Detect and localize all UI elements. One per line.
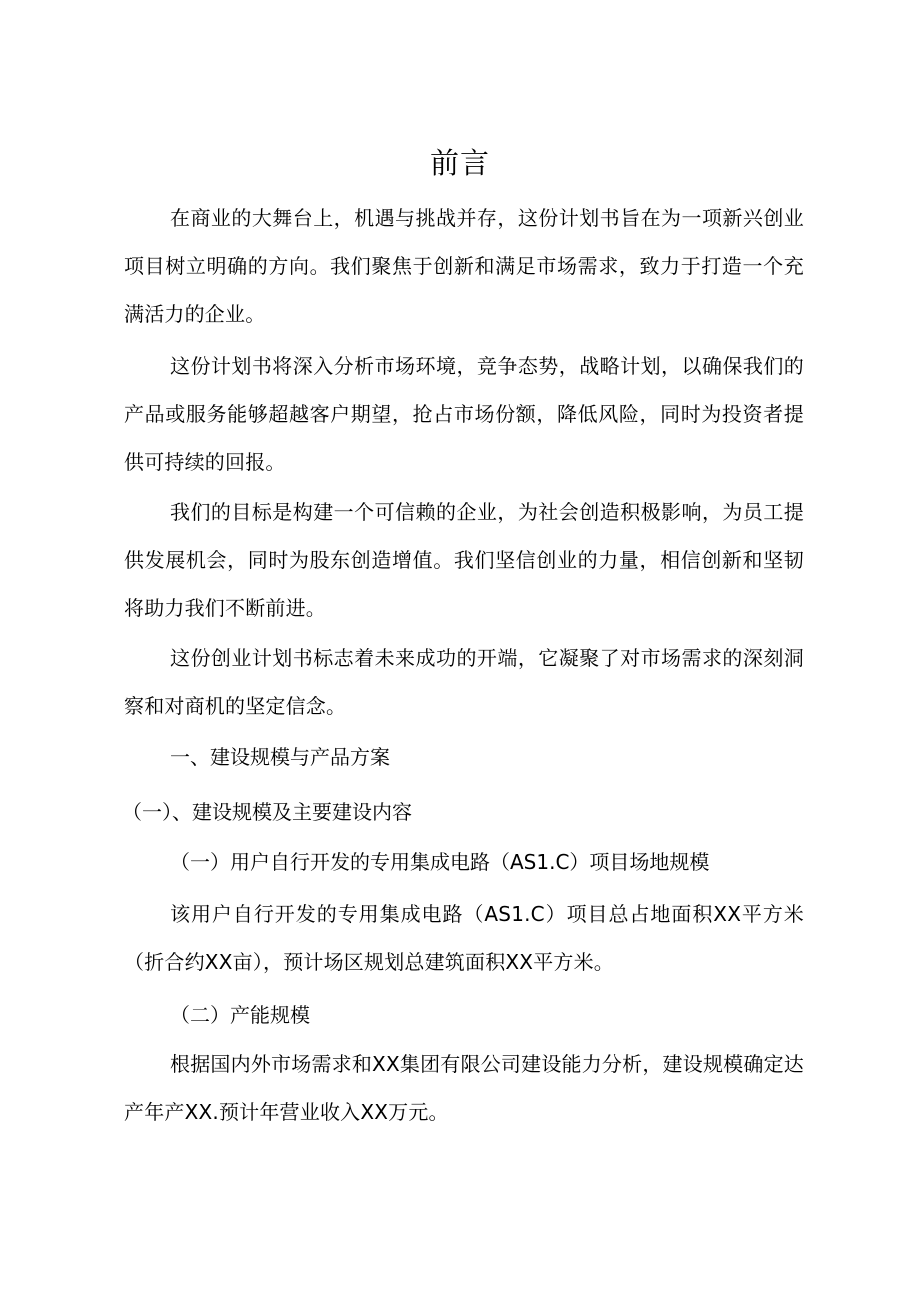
capacity-paragraph: 根据国内外市场需求和XX集团有限公司建设能力分析，建设规模确定达产年产XX.预计年营业收入XX万元。 (124, 1052, 804, 1124)
item-heading-capacity: （二）产能规模 (170, 1003, 310, 1027)
section-heading-1: 一、建设规模与产品方案 (170, 745, 390, 769)
subsection-heading-1: （一）、建设规模及主要建设内容 (122, 800, 412, 824)
site-scale-paragraph: 该用户自行开发的专用集成电路（AS1.C）项目总占地面积XX平方米（折合约XX亩），预计场区规划总建筑面积XX平方米。 (124, 902, 804, 974)
preface-paragraph-2: 这份计划书将深入分析市场环境，竞争态势，战略计划，以确保我们的产品或服务能够超越客户期望，抢占市场份额，降低风险，同时为投资者提供可持续的回报。 (124, 354, 804, 474)
preface-paragraph-1: 在商业的大舞台上，机遇与挑战并存，这份计划书旨在为一项新兴创业项目树立明确的方向。我们聚焦于创新和满足市场需求，致力于打造一个充满活力的企业。 (124, 206, 804, 326)
page-title: 前言 (429, 146, 490, 180)
preface-paragraph-4: 这份创业计划书标志着未来成功的开端，它凝聚了对市场需求的深刻洞察和对商机的坚定信念。 (124, 646, 804, 718)
item-heading-site-scale: （一）用户自行开发的专用集成电路（AS1.C）项目场地规模 (170, 850, 710, 874)
preface-paragraph-3: 我们的目标是构建一个可信赖的企业，为社会创造积极影响，为员工提供发展机会，同时为股东创造增值。我们坚信创业的力量，相信创新和坚韧将助力我们不断前进。 (124, 500, 804, 620)
